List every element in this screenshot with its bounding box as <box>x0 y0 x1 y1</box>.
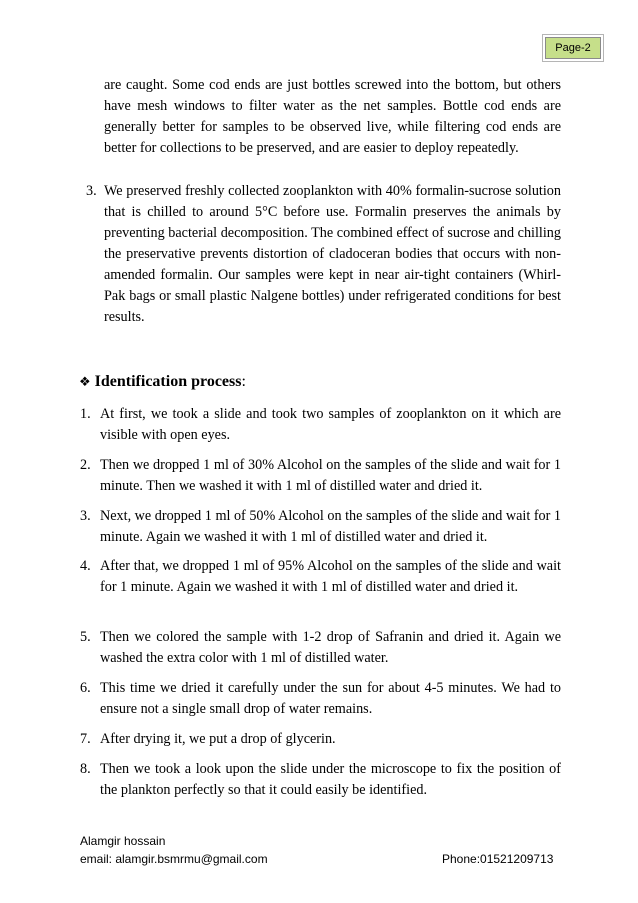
step-number: 5. <box>80 629 91 645</box>
page-number-badge: Page-2 <box>545 37 601 59</box>
step-number: 2. <box>80 457 91 473</box>
footer-email: email: alamgir.bsmrmu@gmail.com <box>80 852 268 866</box>
step-text: Then we dropped 1 ml of 30% Alcohol on the samples of the slide and wait for 1 minute. Then we washed it with 1 ml of distilled water and dried it. <box>100 457 561 494</box>
continued-paragraph: are caught. Some cod ends are just bottles screwed into the bottom, but others have mesh windows to filter water as the net samples. Bottle cod ends are generally better for samples to be observed live, while filtering cod ends are better for collections to be preserved, and are easier to deploy repeatedly. <box>104 77 561 156</box>
step-text: Next, we dropped 1 ml of 50% Alcohol on the samples of the slide and wait for 1 minute. Again we washed it with 1 ml of distilled water and dried it. <box>100 508 561 545</box>
step-number: 7. <box>80 731 91 747</box>
step-text: Then we colored the sample with 1-2 drop of Safranin and dried it. Again we washed the extra color with 1 ml of distilled water. <box>100 629 561 666</box>
section-heading-text: Identification process <box>94 373 242 390</box>
footer-author-name: Alamgir hossain <box>80 834 166 848</box>
section-heading <box>79 371 246 394</box>
step-number: 3. <box>80 508 91 524</box>
step-number: 8. <box>80 761 91 777</box>
list-item-number: 3. <box>86 183 97 199</box>
step-text: At first, we took a slide and took two samples of zooplankton on it which are visible with open eyes. <box>100 406 561 443</box>
list-item-text: We preserved freshly collected zooplankton with 40% formalin-sucrose solution that is chilled to around 5°C before use. Formalin preserves the animals by preventing bacterial decomposition. The combined effect of sucrose and chilling the preservative prevents distortion of cladoceran bodies that occurs with non-amended formalin. Our samples were kept in near air-tight containers (Whirl-Pak bags or small plastic Nalgene bottles) under refrigerated conditions for best results. <box>104 183 561 325</box>
step-number: 1. <box>80 406 91 422</box>
step-text: This time we dried it carefully under the sun for about 4-5 minutes. We had to ensure not a single small drop of water remains. <box>100 680 561 717</box>
section-heading-colon: : <box>241 373 246 390</box>
diamond-bullet-icon: ❖ <box>79 375 91 390</box>
step-number: 4. <box>80 558 91 574</box>
footer-phone: Phone:01521209713 <box>442 852 554 866</box>
step-text: After drying it, we put a drop of glycerin. <box>100 731 336 747</box>
step-number: 6. <box>80 680 91 696</box>
step-text: After that, we dropped 1 ml of 95% Alcohol on the samples of the slide and wait for 1 minute. Again we washed it with 1 ml of distilled water and dried it. <box>100 558 561 595</box>
step-text: Then we took a look upon the slide under the microscope to fix the position of the plankton perfectly so that it could easily be identified. <box>100 761 561 798</box>
